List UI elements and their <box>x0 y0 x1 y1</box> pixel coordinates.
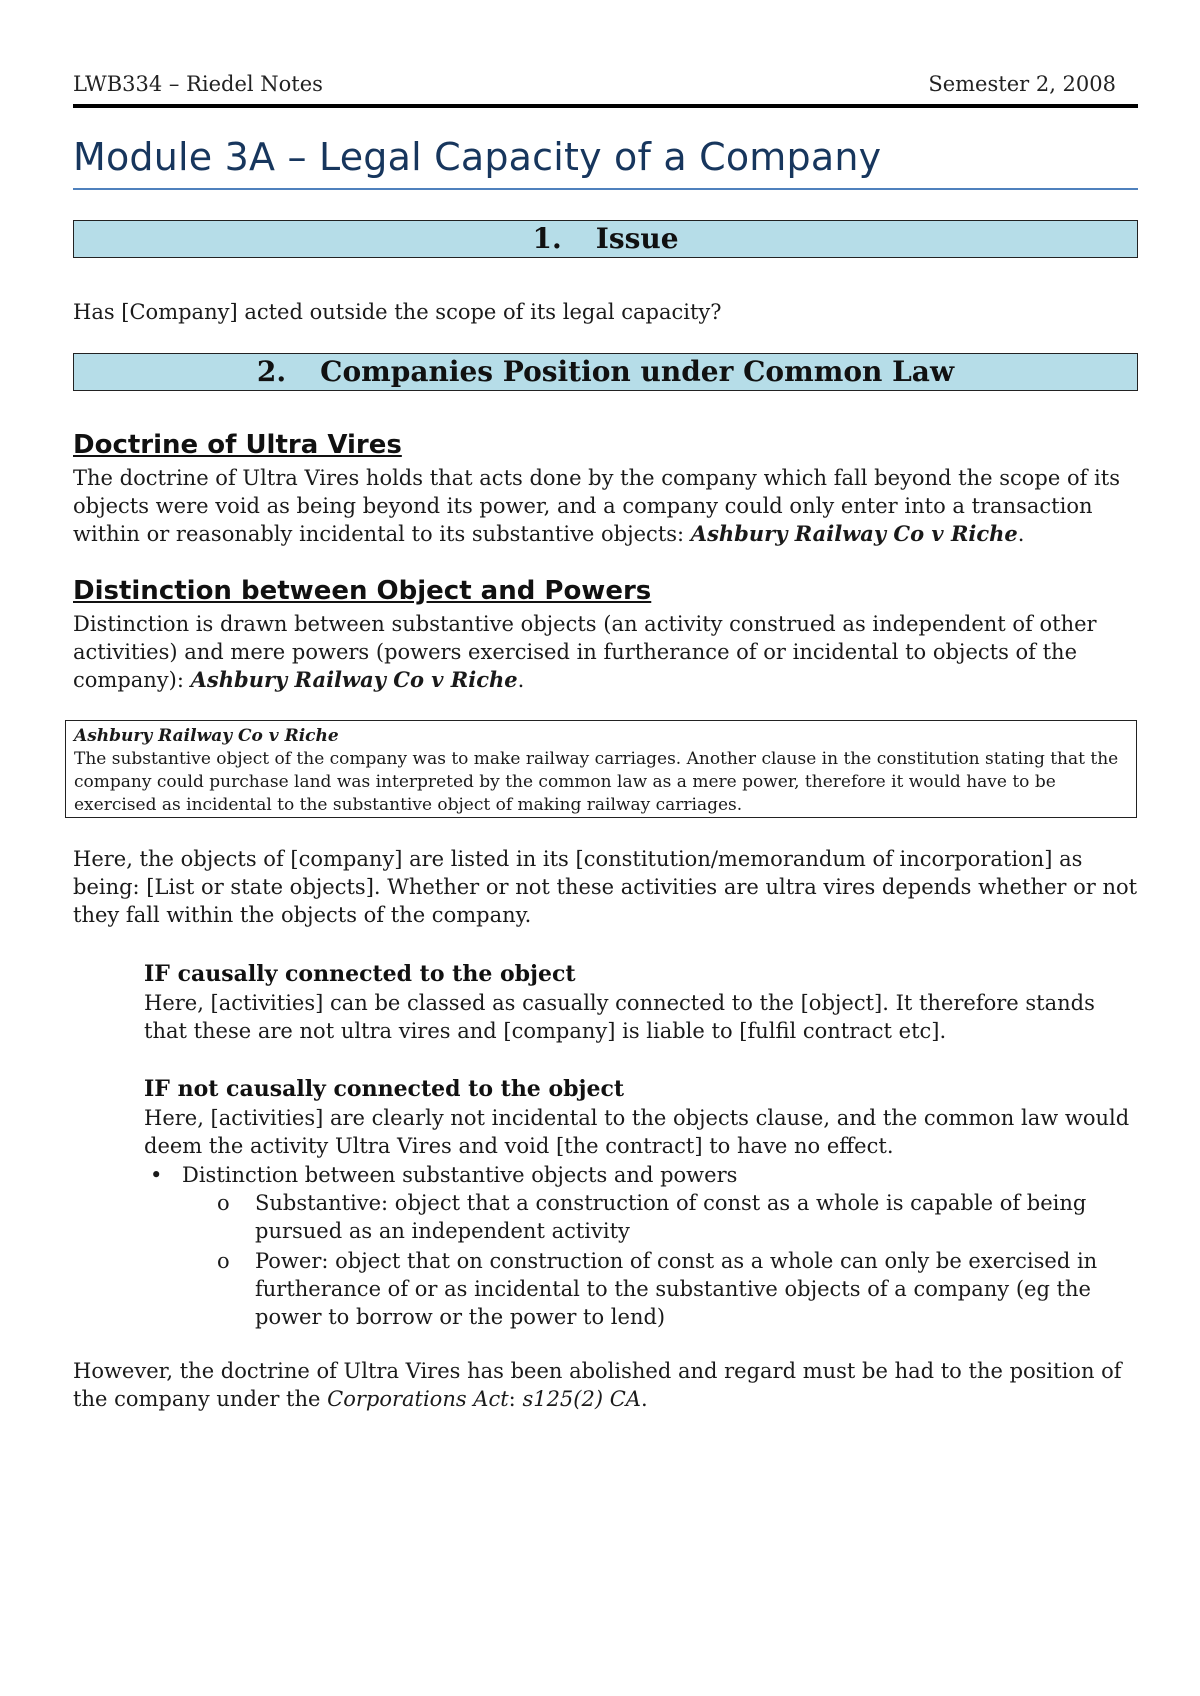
distinction-text: Distinction is drawn between substantive objects (an activity construed as independent of other activities) and mere powers (powers exercised in furtherance of or incidental to objects of the company): <box>73 612 1097 692</box>
punctuation: . <box>517 668 525 692</box>
section-number: 1. <box>532 222 562 255</box>
doctrine-paragraph <box>73 464 1138 548</box>
sub-bullet-text: Substantive: object that a construction of const as a whole is capable of being pursued as an independent activity <box>255 1191 1087 1243</box>
section-label: Issue <box>595 222 679 255</box>
section-heading-common-law <box>73 353 1138 391</box>
case-citation: Ashbury Railway Co v Riche <box>690 521 1018 546</box>
header-semester: Semester 2, 2008 <box>928 72 1116 96</box>
doctrine-text: The doctrine of Ultra Vires holds that acts done by the company which fall beyond the scope of its objects were void as being beyond its power, and a company could only enter into a transaction within or reasonably incidental to its substantive objects: <box>73 466 1120 546</box>
running-header <box>73 70 1138 108</box>
punctuation: . <box>1017 522 1025 546</box>
circle-bullet-icon: o <box>217 1191 230 1215</box>
section-heading-issue <box>73 220 1138 258</box>
page-title: Module 3A – Legal Capacity of a Company <box>73 132 1138 190</box>
doctrine-heading: Doctrine of Ultra Vires <box>73 430 402 460</box>
if-connected-text: Here, [activities] can be classed as casually connected to the [object]. It therefore stands that these are not ultra vires and [company] is liable to [fulfil contract etc]. <box>144 991 1095 1043</box>
distinction-paragraph <box>73 610 1138 694</box>
closing-text: However, the doctrine of Ultra Vires has been abolished and regard must be had to the position of the company under the <box>73 1359 1122 1411</box>
sub-bullet-text: Power: object that on construction of const as a whole can only be exercised in furtherance of or as incidental to the substantive objects of a company (eg the power to borrow or the power to lend) <box>255 1249 1098 1329</box>
if-not-connected-text: Here, [activities] are clearly not incidental to the objects clause, and the common law would deem the activity Ultra Vires and void [the contract] to have no effect. <box>144 1106 1130 1158</box>
section-label: Companies Position under Common Law <box>320 355 955 388</box>
case-box-title: Ashbury Railway Co v Riche <box>74 726 339 746</box>
header-course: LWB334 – Riedel Notes <box>73 72 323 96</box>
bullet-text: Distinction between substantive objects and powers <box>182 1163 738 1187</box>
section-reference: s125(2) CA <box>522 1387 641 1411</box>
case-summary-box <box>65 720 1137 818</box>
case-box-text: The substantive object of the company was to make railway carriages. Another clause in the constitution stating that the company could purchase land was interpreted by the common law as a mere power, therefore it would have to be exercised as incidental to the substantive object of making railway carriages. <box>74 749 1119 815</box>
bullet-icon: • <box>150 1163 163 1187</box>
case-citation: Ashbury Railway Co v Riche <box>190 667 518 692</box>
act-name: Corporations Act <box>327 1387 509 1411</box>
objects-paragraph: Here, the objects of [company] are listed in its [constitution/memorandum of incorporation] as being: [List or state objects]. Whether or not these activities are ultra vires depends whether or not they fall within the objects of the company. <box>73 847 1138 927</box>
punctuation: . <box>640 1387 648 1411</box>
circle-bullet-icon: o <box>217 1249 230 1273</box>
issue-question: Has [Company] acted outside the scope of its legal capacity? <box>73 300 722 324</box>
distinction-heading: Distinction between Object and Powers <box>73 576 652 606</box>
if-connected-heading: IF causally connected to the object <box>144 961 576 987</box>
separator: : <box>508 1387 523 1411</box>
section-number: 2. <box>256 355 287 388</box>
closing-paragraph <box>73 1357 1138 1413</box>
if-not-connected-heading: IF not causally connected to the object <box>144 1076 625 1102</box>
